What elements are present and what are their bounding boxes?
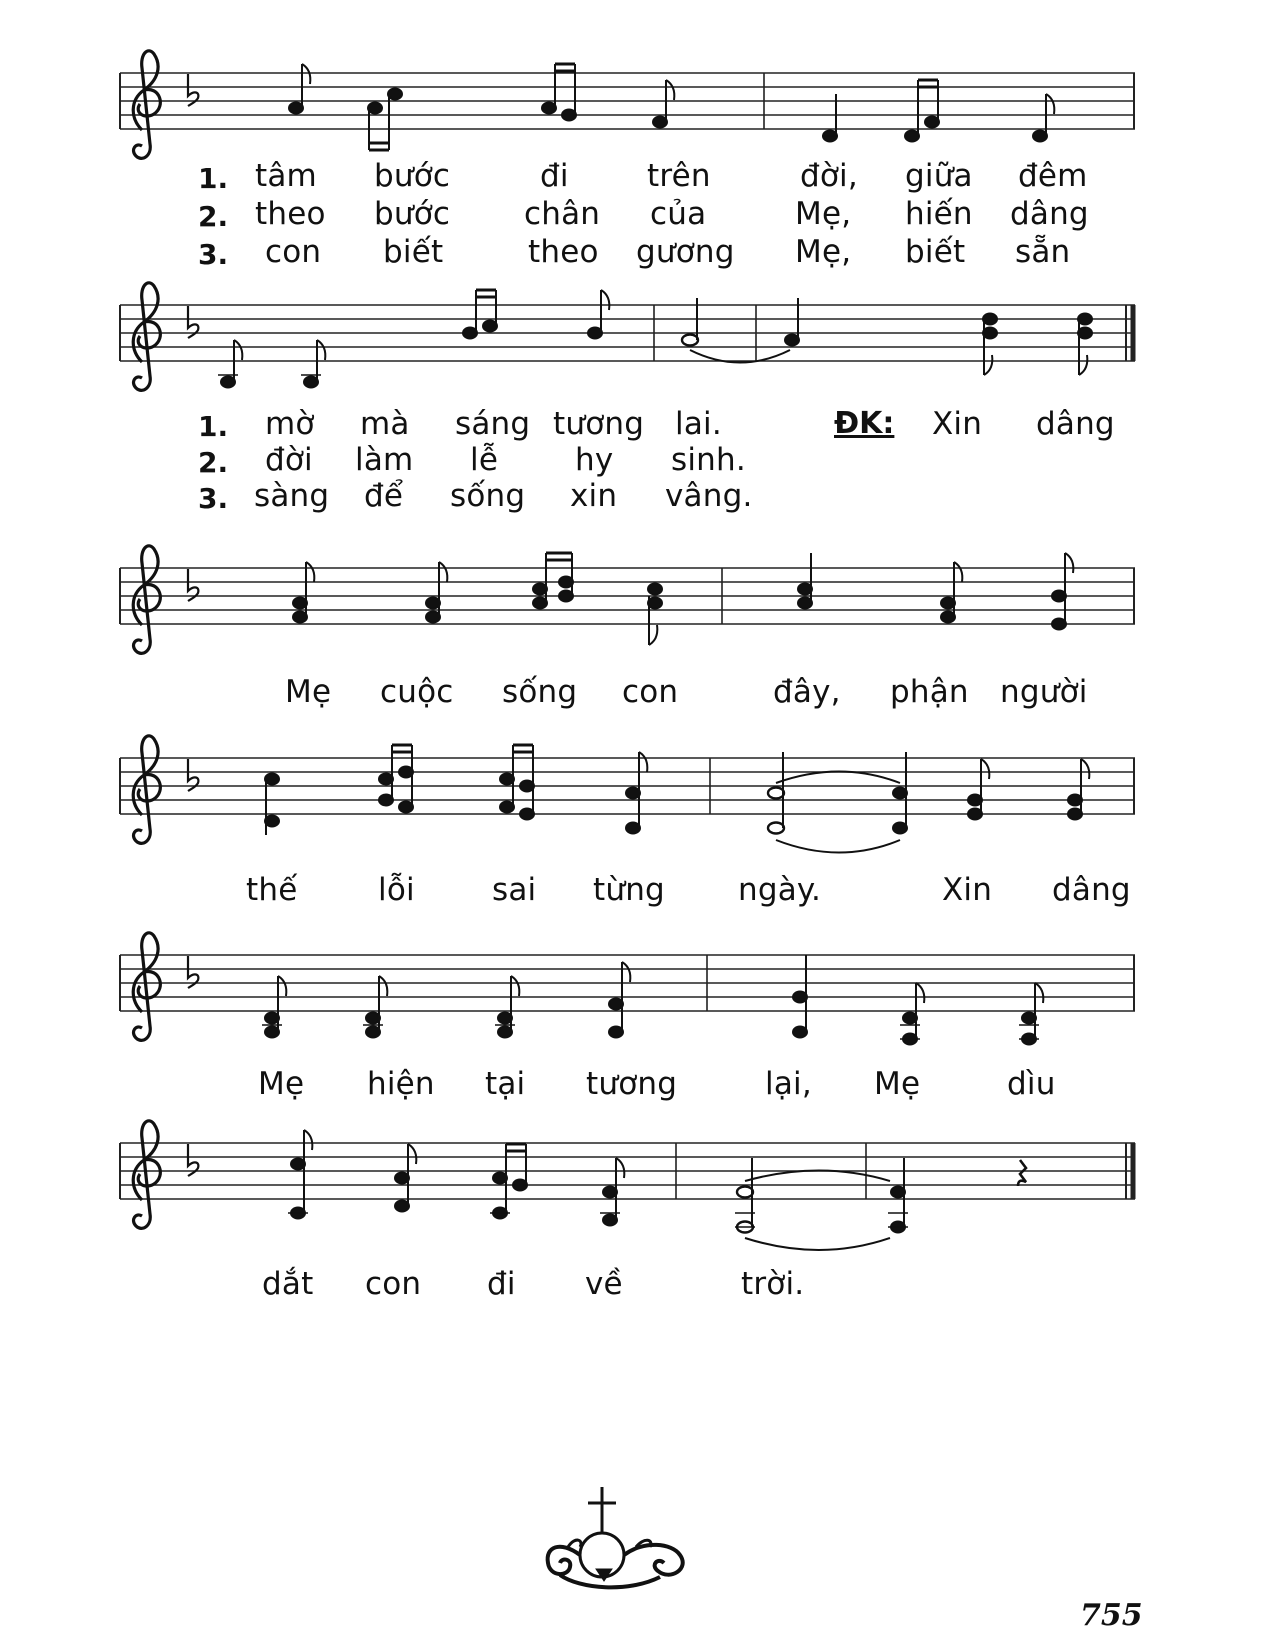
lyric-word: đời <box>265 442 313 478</box>
lyric-word: dìu <box>1007 1066 1056 1102</box>
verse-number: 3. <box>198 238 229 271</box>
lyric-word: sống <box>502 674 578 710</box>
lyric-word: Mẹ <box>258 1066 305 1102</box>
lyric-word: đời, <box>800 158 858 194</box>
lyric-word: cuộc <box>380 674 454 710</box>
lyric-word: tương <box>553 406 645 442</box>
lyric-word: từng <box>593 872 665 908</box>
lyric-word: sai <box>492 872 537 908</box>
staff-system-2 <box>120 283 1135 391</box>
lyric-word: lai. <box>675 406 722 442</box>
lyric-word: sẵn <box>1015 234 1071 270</box>
lyric-word: đi <box>487 1266 516 1302</box>
verse-number: 2. <box>198 200 229 233</box>
staff-system-4 <box>120 736 1135 853</box>
lyric-word: Xin <box>942 872 993 908</box>
lyric-word: trên <box>647 158 711 194</box>
verse-number: 2. <box>198 446 229 479</box>
lyric-word: trời. <box>741 1266 805 1302</box>
lyric-word: dâng <box>1052 872 1131 908</box>
lyric-word: người <box>1000 674 1088 710</box>
lyric-word: bước <box>374 158 451 194</box>
lyric-word: sàng <box>254 478 330 514</box>
lyric-word: Mẹ, <box>795 196 852 232</box>
staff-system-1 <box>120 51 1135 159</box>
lyric-word: để <box>364 478 404 514</box>
lyric-word: ngày. <box>738 872 822 908</box>
lyric-word: con <box>622 674 679 710</box>
lyric-word: chân <box>524 196 601 232</box>
staff-system-5 <box>120 933 1135 1045</box>
refrain-label: ĐK: <box>834 406 895 441</box>
lyric-word: theo <box>255 196 326 232</box>
lyric-word: dâng <box>1036 406 1115 442</box>
lyric-word: bước <box>374 196 451 232</box>
verse-number: 1. <box>198 162 229 195</box>
lyric-word: theo <box>528 234 599 270</box>
lyric-word: hiện <box>367 1066 435 1102</box>
page-number: 755 <box>1080 1598 1143 1633</box>
lyric-word: sống <box>450 478 526 514</box>
lyric-word: hy <box>575 442 614 478</box>
lyric-word: mà <box>360 406 410 442</box>
verse-number: 1. <box>198 410 229 443</box>
lyric-word: đây, <box>773 674 841 710</box>
lyric-word: về <box>585 1266 623 1302</box>
lyric-word: Mẹ <box>285 674 332 710</box>
lyric-word: gương <box>636 234 735 270</box>
lyric-word: tại <box>485 1066 526 1102</box>
lyric-word: con <box>365 1266 422 1302</box>
lyric-word: lễ <box>470 442 499 478</box>
lyric-word: lỗi <box>378 872 415 908</box>
lyric-word: sáng <box>455 406 531 442</box>
lyric-word: giữa <box>905 158 973 194</box>
lyric-word: đi <box>540 158 569 194</box>
lyric-word: biết <box>905 234 966 270</box>
lyric-word: làm <box>355 442 414 478</box>
lyric-word: của <box>650 196 707 232</box>
lyric-word: biết <box>383 234 444 270</box>
lyric-word: Mẹ <box>874 1066 921 1102</box>
lyric-word: thế <box>246 872 298 908</box>
lyric-word: đêm <box>1018 158 1088 194</box>
lyric-word: Xin <box>932 406 983 442</box>
lyric-word: Mẹ, <box>795 234 852 270</box>
lyric-word: tâm <box>255 158 317 194</box>
staff-system-6 <box>120 1121 1135 1250</box>
verse-number: 3. <box>198 482 229 515</box>
staff-system-3 <box>120 546 1135 654</box>
lyric-word: lại, <box>765 1066 812 1102</box>
lyric-word: hiến <box>905 196 973 232</box>
lyric-word: phận <box>890 674 969 710</box>
lyric-word: sinh. <box>671 442 746 478</box>
lyric-word: xin <box>570 478 618 514</box>
lyric-word: mờ <box>265 406 315 442</box>
lyric-word: con <box>265 234 322 270</box>
cross-ornament-icon <box>540 1485 700 1595</box>
lyric-word: dâng <box>1010 196 1089 232</box>
lyric-word: dắt <box>262 1266 314 1302</box>
lyric-word: vâng. <box>665 478 753 514</box>
lyric-word: tương <box>586 1066 678 1102</box>
